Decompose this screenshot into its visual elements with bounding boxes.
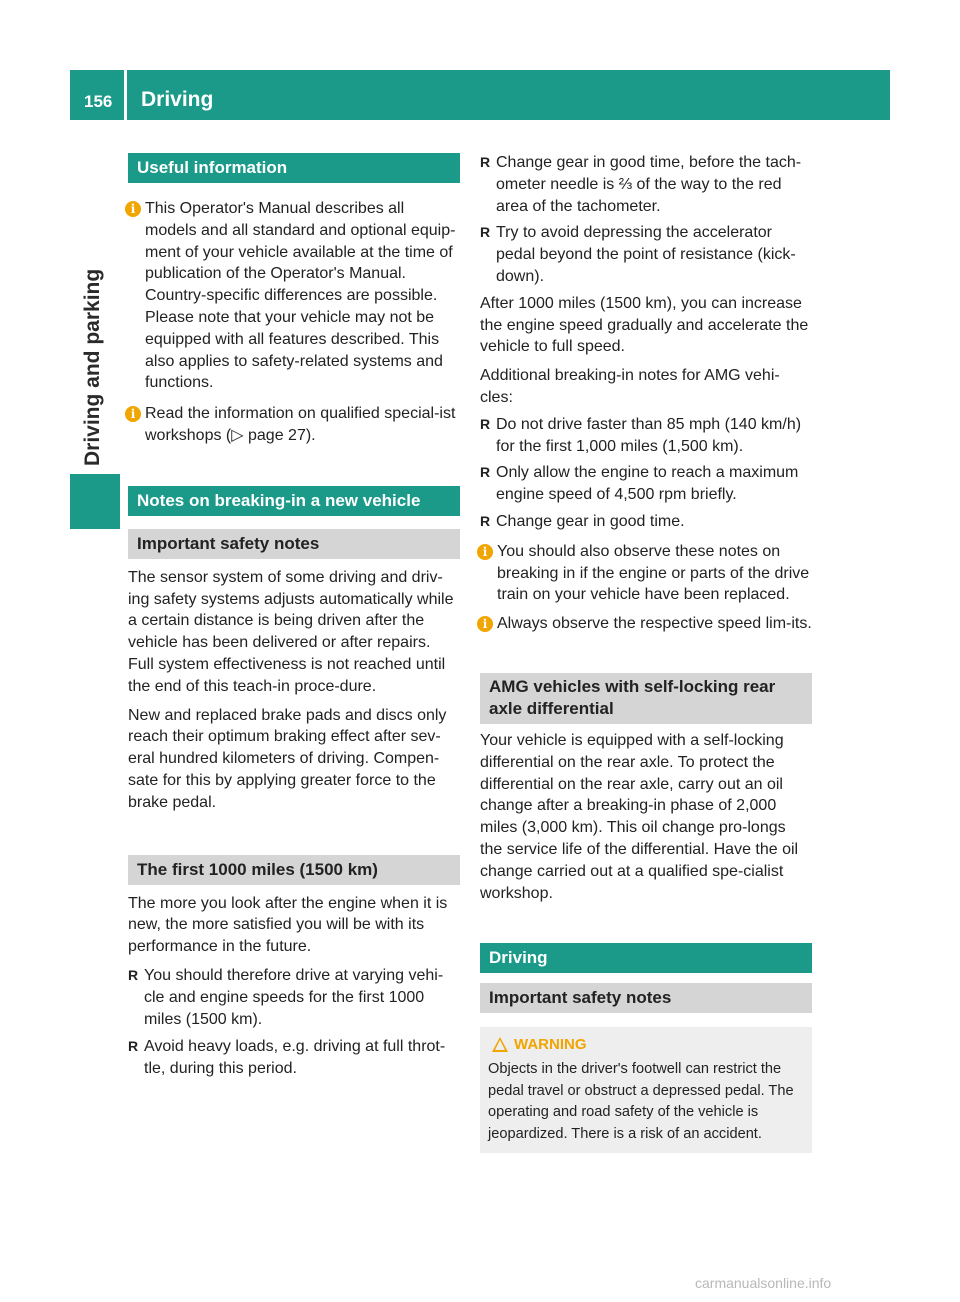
subheading-amg-differential: AMG vehicles with self-locking rear axle differential (480, 673, 812, 724)
info-note (128, 403, 460, 447)
footer-watermark: carmanualsonline.info (695, 1275, 832, 1291)
bullet-mark: R (480, 224, 491, 241)
header-divider (124, 70, 127, 120)
section-heading-driving: Driving (480, 943, 812, 973)
subheading-safety-notes: Important safety notes (128, 529, 460, 559)
bullet-mark: R (480, 154, 491, 170)
paragraph: After 1000 miles (1500 km), you can increase the engine speed gradually and accelerate the vehicle to full speed. (480, 294, 809, 356)
info-icon: i (477, 616, 493, 632)
list-item: R Try to avoid depressing the accelerator pedal beyond the point of resistance (kick-down). (480, 224, 796, 285)
info-note: i Always observe the respective speed lim-its. (480, 613, 812, 635)
bullet-mark: R (480, 415, 491, 432)
bullet-mark: R (128, 1038, 139, 1055)
list-item: R You should therefore drive at varying vehi-cle and engine speeds for the first 1000 miles (1500 km). (128, 966, 444, 1028)
list-item: R Change gear in good time. (480, 511, 812, 533)
side-tab-label: Driving and parking (81, 268, 104, 466)
workshop-reference[interactable]: Read the information on qualified special-ist workshops (▷ page 27). (145, 405, 456, 444)
warning-header: WARNING (488, 1035, 804, 1055)
bullet-mark: R (480, 464, 491, 481)
info-note: i You should also observe these notes on breaking in if the engine or parts of the drive train on your vehicle have been replaced. (480, 541, 812, 606)
left-column (128, 150, 460, 1080)
subheading-first-miles: The first 1000 miles (1500 km) (128, 855, 460, 885)
side-tab-marker (70, 474, 120, 529)
list-item: R Only allow the engine to reach a maximum engine speed of 4,500 rpm briefly. (480, 464, 799, 504)
list-item: R Do not drive faster than 85 mph (140 km/h) for the first 1,000 miles (1,500 km). (480, 415, 802, 455)
paragraph: Your vehicle is equipped with a self-locking differential on the rear axle. To protect the differential on the rear axle, carry out an oil change after a breaking-in phase of 2,000 miles (3,000 km). This oil change pro-longs the service life of the differential. Have the oil change carried out at a qualified spe-cialist workshop. (480, 731, 799, 902)
paragraph: Additional breaking-in notes for AMG vehi-cles: (480, 367, 780, 406)
paragraph: New and replaced brake pads and discs only reach their optimum braking effect after sev-eral hundred kilometers of driving. Compen-sate for this by applying greater force to the brake pedal. (128, 706, 447, 811)
chapter-title: Driving (141, 88, 214, 111)
warning-box (480, 1027, 812, 1153)
info-icon: i (477, 544, 493, 560)
bullet-mark: R (128, 966, 139, 983)
list-item: R Change gear in good time, before the tach-ometer needle is ⅔ of the way to the red area of the tachometer. (480, 154, 802, 215)
list-item: R Avoid heavy loads, e.g. driving at full throt-tle, during this period. (128, 1038, 446, 1078)
warning-icon (492, 1037, 508, 1052)
info-icon: i (125, 201, 141, 217)
bullet-mark: R (480, 512, 491, 529)
subheading-driving-safety: Important safety notes (480, 983, 812, 1013)
paragraph: The more you look after the engine when it is new, the more satisfied you will be with its performance in the future. (128, 894, 448, 956)
right-column (480, 150, 812, 1153)
section-heading-useful-info: Useful information (128, 153, 460, 183)
warning-text: Objects in the driver's footwell can restrict the pedal travel or obstruct a depressed pedal. The operating and road safety of the vehicle is jeopardized. There is a risk of an accident. (488, 1061, 794, 1142)
info-icon: i (125, 406, 141, 422)
info-note: i This Operator's Manual describes all models and all standard and optional equip-ment of your vehicle available at the time of publication of the Operator's Manual. Country-specific differences are possible. Please note that your vehicle may not be equipped with all features described. This also applies to safety-related systems and functions. (128, 198, 460, 394)
section-heading-breaking-in: Notes on breaking-in a new vehicle (128, 486, 460, 516)
page-number: 156 (84, 92, 113, 111)
paragraph: The sensor system of some driving and driv-ing safety systems adjusts automatically while a certain distance is being driven after the vehicle has been delivered or after repairs. Full system effectiveness is not reached until the end of this teach-in proce-dure. (128, 568, 454, 695)
